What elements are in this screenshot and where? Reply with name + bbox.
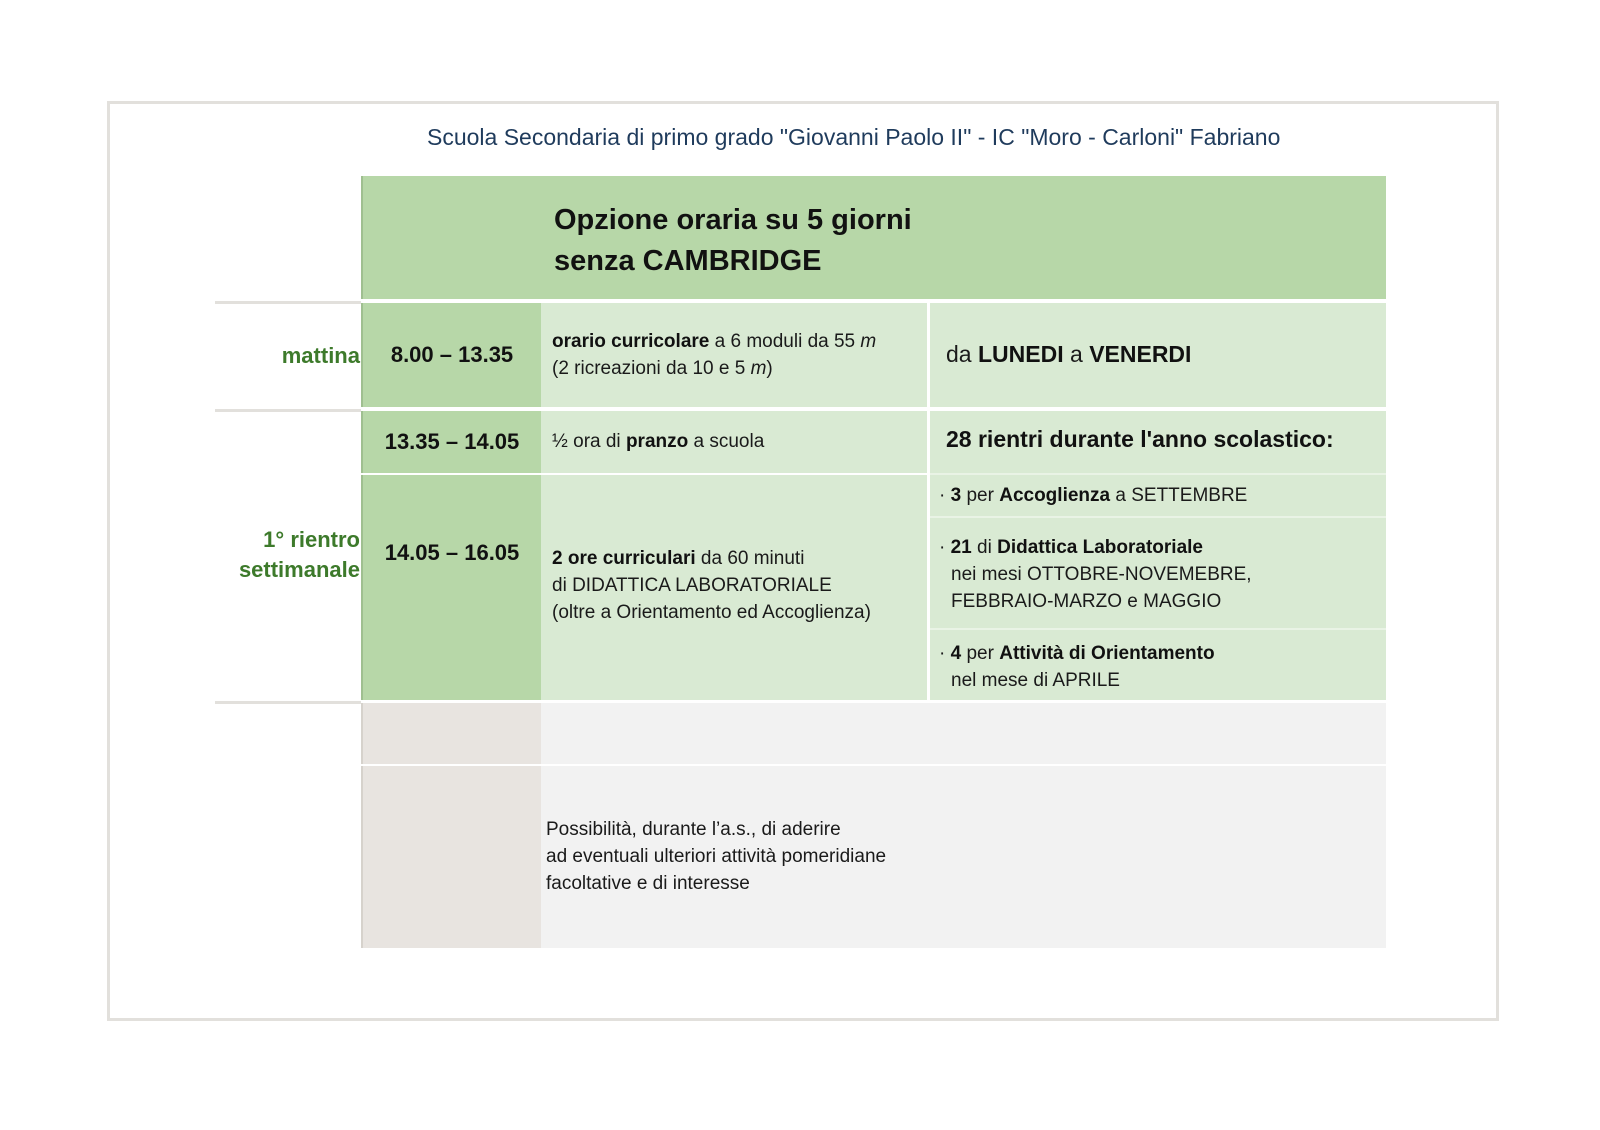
lunch-description: ½ ora di pranzo a scuola: [541, 411, 927, 473]
empty-grey-left-2: [361, 766, 541, 948]
time-morning: 8.00 – 13.35: [361, 303, 541, 407]
morning-description: orario curricolare a 6 moduli da 55 m (2 ricreazioni da 10 e 5 m): [541, 303, 927, 407]
time-afternoon-cell: [361, 475, 541, 700]
label-mattina: mattina: [281, 343, 360, 368]
schedule-title: Opzione oraria su 5 giorni senza CAMBRIDGE: [554, 204, 912, 277]
rientri-title: 28 rientri durante l'anno scolastico:: [946, 426, 1334, 452]
school-title: Scuola Secondaria di primo grado "Giovanni Paolo II" - IC "Moro - Carloni" Fabriano: [427, 124, 1281, 150]
time-lunch: 13.35 – 14.05: [361, 411, 541, 473]
rientri-item-didattica: · 21 di Didattica Laboratoriale nei mesi OTTOBRE-NOVEMEBRE, FEBBRAIO-MARZO e MAGGIO: [939, 537, 1252, 612]
rientri-divider-3: [930, 628, 1386, 630]
time-afternoon: 14.05 – 16.05: [384, 540, 520, 565]
rientri-item-accoglienza: · 3 per Accoglienza a SETTEMBRE: [939, 485, 1248, 506]
empty-grey-left-1: [361, 703, 541, 764]
empty-grey-right-1: [541, 703, 1386, 764]
row-divider-middle: [215, 409, 361, 412]
row-divider-top: [215, 301, 361, 304]
rientri-divider-2: [930, 516, 1386, 518]
schedule-header: [361, 176, 1386, 299]
days-cell: da LUNEDI a VENERDI: [930, 303, 1386, 407]
rientri-divider-1: [930, 473, 1386, 475]
label-rientro: 1° rientro settimanale: [238, 527, 360, 582]
rientri-cell: [930, 411, 1386, 700]
afternoon-description: 2 ore curriculari da 60 minuti di DIDATTICA LABORATORIALE (oltre a Orientamento ed Accoglienza): [541, 475, 927, 700]
row-divider-bottom: [215, 701, 361, 704]
optional-activities: Possibilità, durante l’a.s., di aderire ad eventuali ulteriori attività pomeridiane facoltative e di interesse: [541, 766, 1386, 948]
rientri-item-orientamento: · 4 per Attività di Orientamento nel mese di APRILE: [939, 643, 1215, 691]
